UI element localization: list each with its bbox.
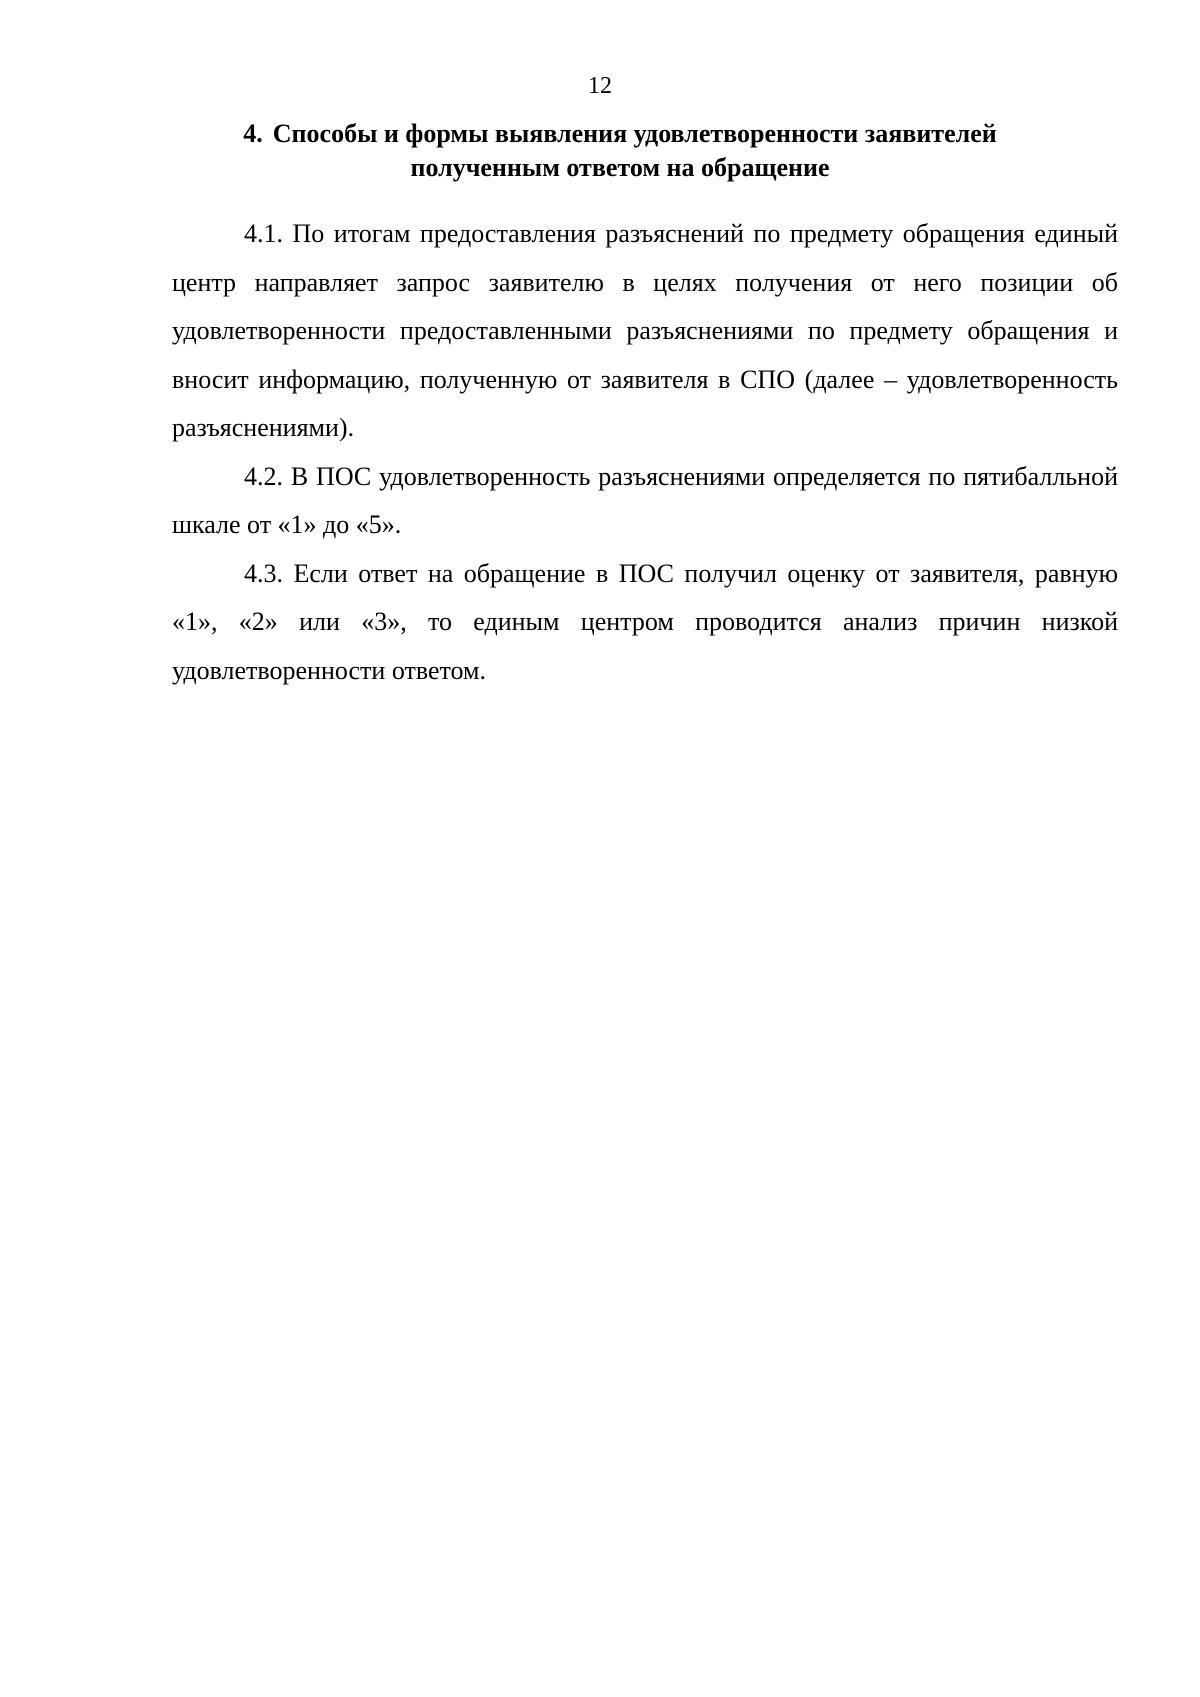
- section-title-line-2: полученным ответом на обращение: [410, 153, 830, 182]
- body-text: [172, 210, 1118, 695]
- paragraph-4-3: 4.3. Если ответ на обращение в ПОС получил оценку от заявителя, равную «1», «2» или «3», то единым центром проводится анализ причин низкой удовлетворенности ответом.: [172, 558, 1118, 685]
- section-title-line-1: Способы и формы выявления удовлетворенности заявителей: [272, 119, 997, 148]
- section-heading: [190, 117, 1050, 185]
- section-number: 4.: [243, 119, 263, 148]
- paragraph-4-1: 4.1. По итогам предоставления разъяснений по предмету обращения единый центр направляет запрос заявителю в целях получения от него позиции об удовлетворенности предоставленными разъяснениями по предмету обращения и вносит информацию, полученную от заявителя в СПО (далее – удовлетворенность разъяснениями).: [172, 219, 1118, 442]
- paragraph-4-2: 4.2. В ПОС удовлетворенность разъяснениями определяется по пятибалльной шкале от «1» до «5».: [172, 461, 1118, 539]
- section-heading-line-1: [190, 117, 1050, 151]
- page-number: 12: [588, 73, 612, 99]
